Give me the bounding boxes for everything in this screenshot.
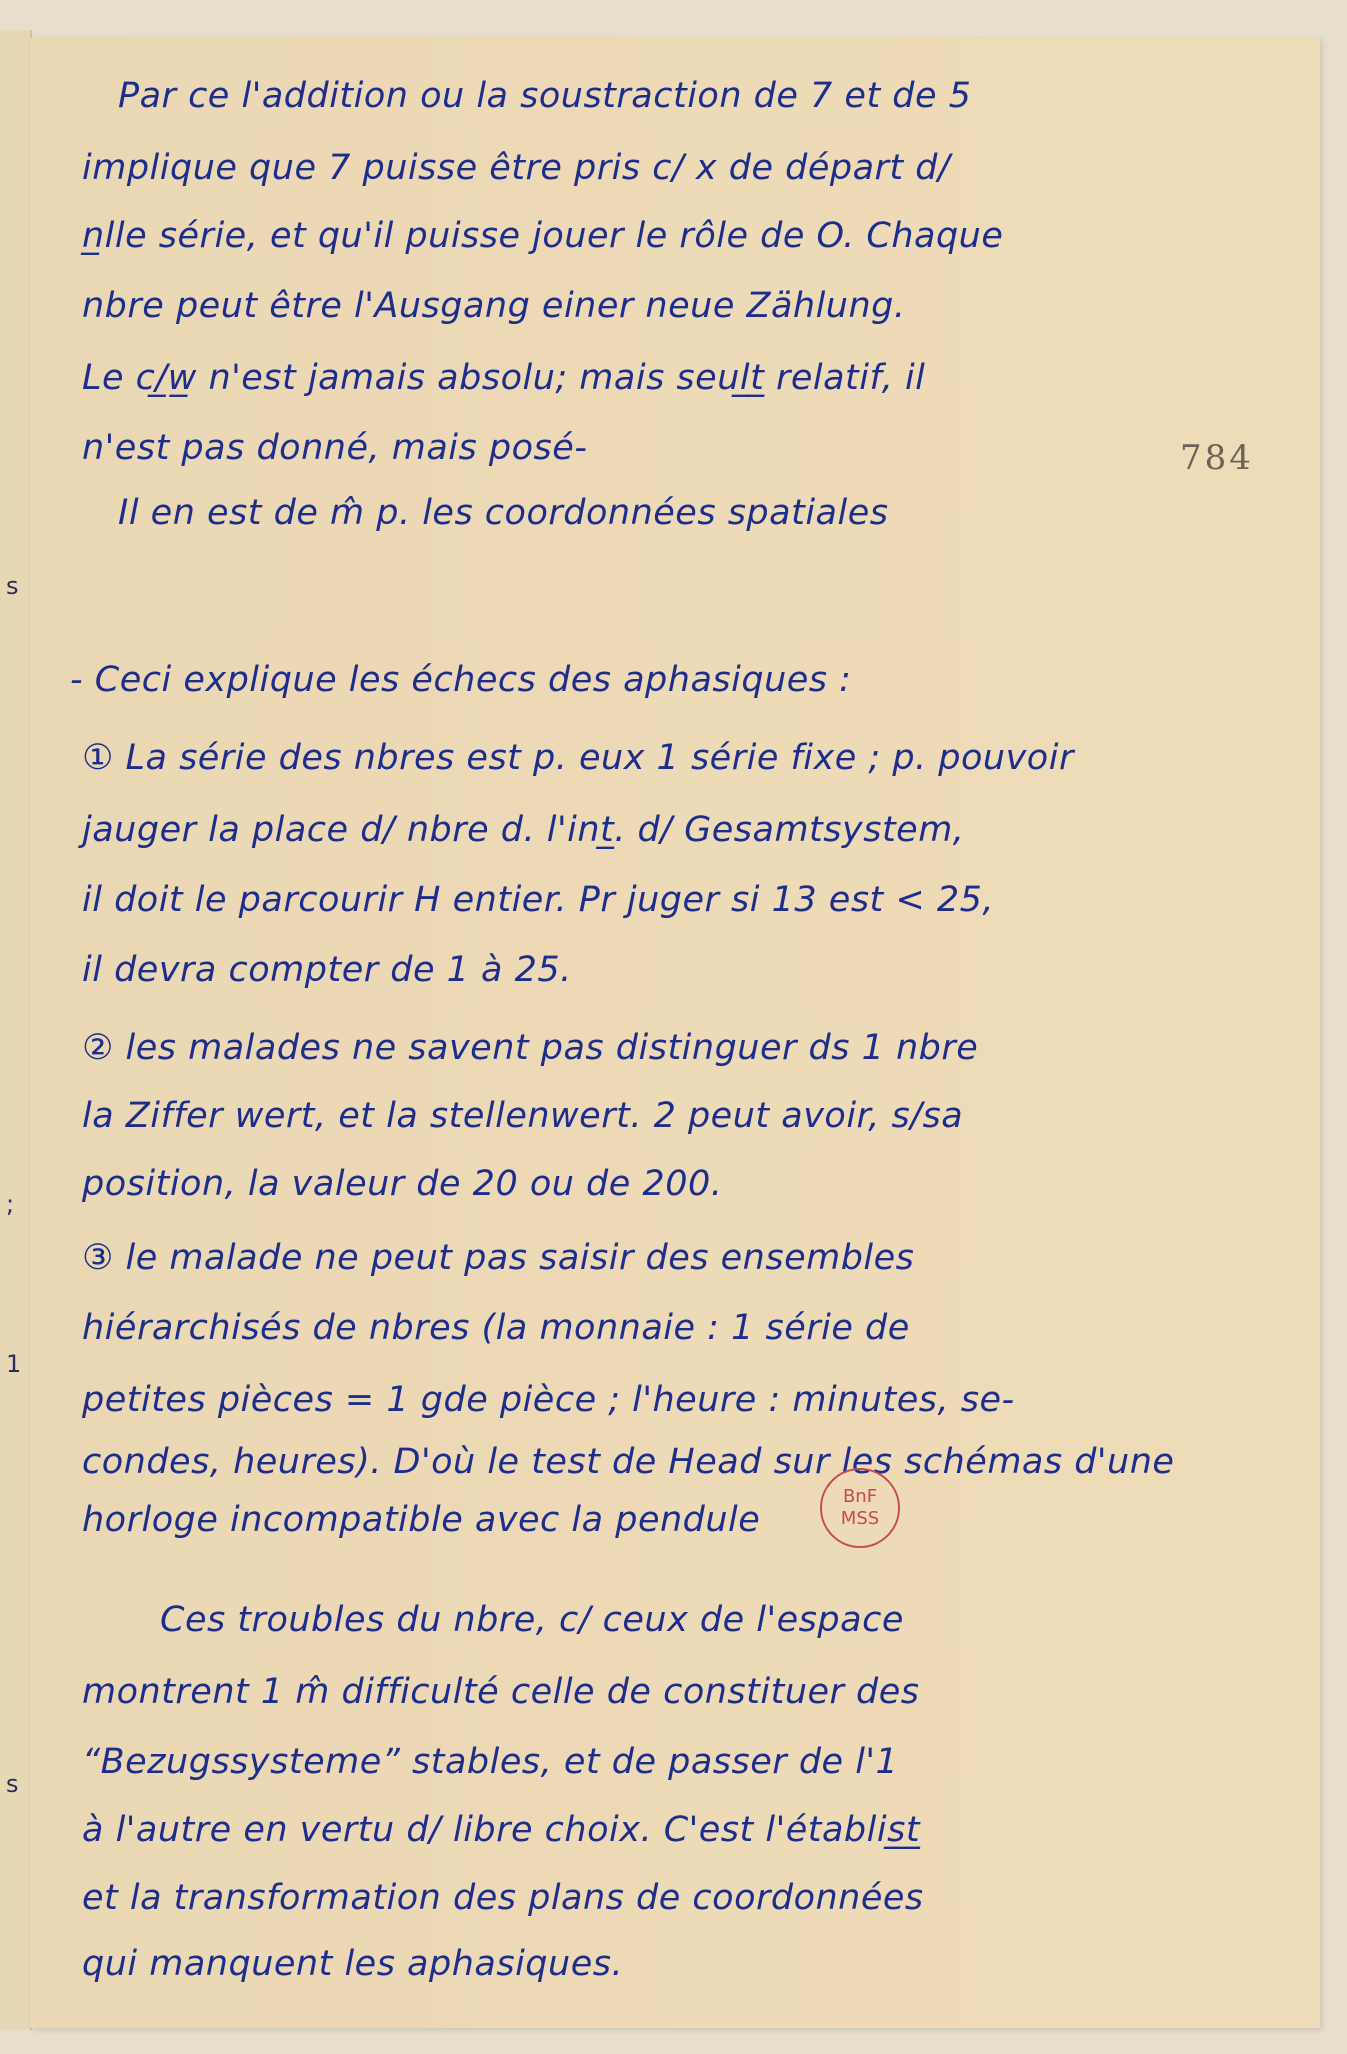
handwritten-line: implique que 7 puisse être pris c/ x de départ d/	[82, 148, 951, 188]
handwritten-line: qui manquent les aphasiques.	[82, 1944, 624, 1984]
handwritten-line: à l'autre en vertu d/ libre choix. C'est l'établis̲t̲	[82, 1810, 921, 1850]
handwritten-line: ② les malades ne savent pas distinguer ds 1 nbre	[82, 1028, 979, 1068]
handwritten-line: position, la valeur de 20 ou de 200.	[82, 1164, 723, 1204]
handwritten-line: la Ziffer wert, et la stellenwert. 2 peut avoir, s/sa	[82, 1096, 964, 1136]
left-margin-marks	[0, 0, 28, 2054]
manuscript-sheet	[30, 38, 1320, 2028]
handwritten-line: nbre peut être l'Ausgang einer neue Zählung.	[82, 286, 906, 326]
page-number: 784	[1180, 438, 1254, 478]
handwritten-line: montrent 1 m̂ difficulté celle de constituer des	[82, 1672, 920, 1712]
handwritten-line: hiérarchisés de nbres (la monnaie : 1 série de	[82, 1308, 910, 1348]
handwritten-line: Ces troubles du nbre, c/ ceux de l'espace	[160, 1600, 904, 1640]
handwritten-line: n̲lle série, et qu'il puisse jouer le rôle de O. Chaque	[82, 216, 1004, 256]
handwritten-line: ③ le malade ne peut pas saisir des ensembles	[82, 1238, 915, 1278]
handwritten-line: Il en est de m̂ p. les coordonnées spatiales	[118, 493, 889, 533]
library-stamp	[820, 1468, 900, 1548]
handwritten-line: Le c/̲w̲ n'est jamais absolu; mais seul̲t̲ relatif, il	[82, 358, 926, 398]
handwritten-line: et la transformation des plans de coordonnées	[82, 1878, 924, 1918]
handwritten-line: jauger la place d/ nbre d. l'int̲. d/ Gesamtsystem,	[82, 810, 965, 850]
handwritten-line: “Bezugssysteme” stables, et de passer de l'1	[82, 1742, 899, 1782]
handwritten-line: condes, heures). D'où le test de Head sur les schémas d'une	[82, 1442, 1175, 1482]
margin-mark: s	[6, 1770, 19, 1798]
handwritten-line: horloge incompatible avec la pendule	[82, 1500, 761, 1540]
stamp-line: BnF	[842, 1486, 878, 1507]
handwritten-line: Par ce l'addition ou la soustraction de 7 et de 5	[118, 76, 972, 116]
handwritten-line: il devra compter de 1 à 25.	[82, 950, 572, 990]
margin-mark: s	[6, 572, 19, 600]
margin-mark: ;	[6, 1190, 15, 1218]
handwritten-line: n'est pas donné, mais posé-	[82, 428, 588, 468]
handwritten-line: ① La série des nbres est p. eux 1 série fixe ; p. pouvoir	[82, 738, 1074, 778]
handwritten-line: il doit le parcourir H entier. Pr juger si 13 est < 25,	[82, 880, 995, 920]
stamp-line: MSS	[840, 1508, 880, 1529]
margin-mark: 1	[6, 1350, 22, 1378]
handwritten-line: - Ceci explique les échecs des aphasiques :	[70, 660, 852, 700]
handwritten-line: petites pièces = 1 gde pièce ; l'heure : minutes, se-	[82, 1380, 1015, 1420]
